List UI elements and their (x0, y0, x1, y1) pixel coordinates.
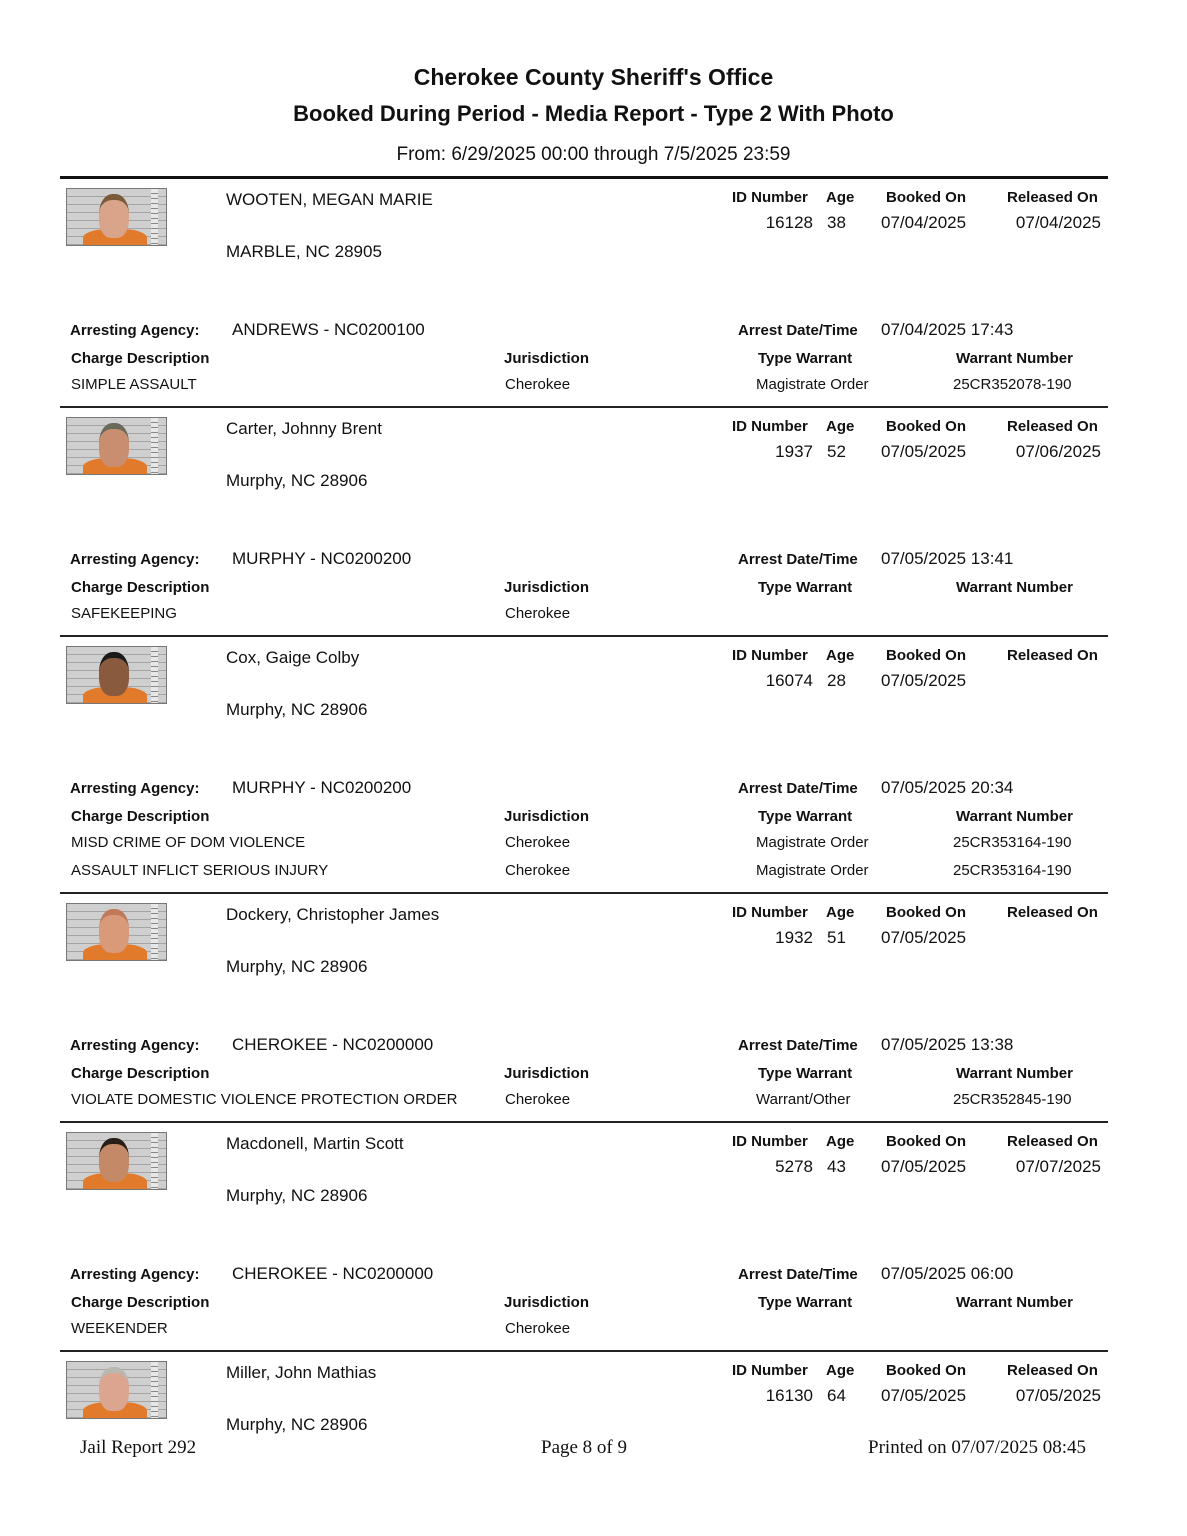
arresting-agency-value: ANDREWS - NC0200100 (232, 320, 425, 339)
face (99, 1367, 129, 1411)
age-value: 43 (827, 1157, 846, 1176)
released-on-label: Released On (1007, 647, 1098, 664)
arrest-datetime-value: 07/04/2025 17:43 (881, 320, 1014, 339)
charge-type-warrant: Magistrate Order (756, 862, 869, 879)
mugshot-photo (66, 646, 167, 704)
id-number-label: ID Number (732, 189, 808, 206)
arrest-datetime-value: 07/05/2025 13:41 (881, 549, 1014, 568)
charge-description-label: Charge Description (71, 808, 210, 825)
inmate-address: Murphy, NC 28906 (226, 700, 368, 719)
booked-on-value: 07/05/2025 (881, 928, 967, 947)
id-number-value: 1932 (775, 928, 813, 947)
face (99, 652, 129, 696)
booked-on-value: 07/05/2025 (881, 1157, 967, 1176)
type-warrant-label: Type Warrant (758, 1294, 853, 1311)
charge-type-warrant: Magistrate Order (756, 834, 869, 851)
age-value: 52 (827, 442, 846, 461)
inmate-name: Cox, Gaige Colby (226, 648, 360, 667)
released-on-value: 07/05/2025 (1015, 1386, 1101, 1405)
arresting-agency-value: CHEROKEE - NC0200000 (232, 1264, 434, 1283)
jurisdiction-label: Jurisdiction (504, 1065, 590, 1082)
booked-on-label: Booked On (886, 418, 967, 435)
mugshot-photo (66, 188, 167, 246)
charge-warrant-number: 25CR352078-190 (953, 376, 1072, 393)
height-scale (151, 1133, 158, 1189)
id-number-label: ID Number (732, 1362, 808, 1379)
height-scale (151, 1362, 158, 1418)
id-number-label: ID Number (732, 418, 808, 435)
id-number-value: 1937 (775, 442, 813, 461)
arresting-agency-label: Arresting Agency: (70, 551, 200, 568)
arresting-agency-label: Arresting Agency: (70, 780, 200, 797)
charge-description: VIOLATE DOMESTIC VIOLENCE PROTECTION ORDER (71, 1091, 458, 1108)
charge-jurisdiction: Cherokee (505, 834, 571, 851)
footer-page-number: Page 8 of 9 (541, 1437, 628, 1458)
age-value: 28 (827, 671, 846, 690)
warrant-number-label: Warrant Number (956, 1065, 1073, 1082)
height-scale (151, 647, 158, 703)
arrest-datetime-value: 07/05/2025 06:00 (881, 1264, 1014, 1283)
warrant-number-label: Warrant Number (956, 350, 1073, 367)
id-number-label: ID Number (732, 1133, 808, 1150)
report-title: Booked During Period - Media Report - Type 2 With Photo (293, 101, 894, 126)
booked-on-label: Booked On (886, 647, 967, 664)
charge-description: MISD CRIME OF DOM VIOLENCE (71, 834, 306, 851)
arresting-agency-label: Arresting Agency: (70, 1266, 200, 1283)
released-on-label: Released On (1007, 1362, 1098, 1379)
arresting-agency-value: MURPHY - NC0200200 (232, 778, 412, 797)
arrest-datetime-label: Arrest Date/Time (738, 322, 858, 339)
age-value: 51 (827, 928, 846, 947)
charge-description-label: Charge Description (71, 1294, 210, 1311)
id-number-value: 5278 (775, 1157, 813, 1176)
charge-type-warrant: Magistrate Order (756, 376, 869, 393)
booked-on-value: 07/04/2025 (881, 213, 967, 232)
arresting-agency-label: Arresting Agency: (70, 322, 200, 339)
inmate-name: Dockery, Christopher James (226, 905, 440, 924)
height-scale (151, 904, 158, 960)
booking-record (60, 1123, 1108, 1352)
arresting-agency-value: MURPHY - NC0200200 (232, 549, 412, 568)
released-on-label: Released On (1007, 1133, 1098, 1150)
charge-type-warrant: Warrant/Other (756, 1091, 851, 1108)
released-on-label: Released On (1007, 189, 1098, 206)
id-number-label: ID Number (732, 647, 808, 664)
booking-record (60, 408, 1108, 637)
booked-on-label: Booked On (886, 1133, 967, 1150)
age-label: Age (826, 418, 855, 435)
jurisdiction-label: Jurisdiction (504, 808, 590, 825)
charge-description: SAFEKEEPING (71, 605, 177, 622)
released-on-label: Released On (1007, 418, 1098, 435)
booked-on-label: Booked On (886, 1362, 967, 1379)
charge-warrant-number: 25CR352845-190 (953, 1091, 1072, 1108)
jurisdiction-label: Jurisdiction (504, 579, 590, 596)
face (99, 423, 129, 467)
age-value: 64 (827, 1386, 846, 1405)
arrest-datetime-value: 07/05/2025 20:34 (881, 778, 1014, 797)
released-on-value: 07/06/2025 (1015, 442, 1101, 461)
arrest-datetime-value: 07/05/2025 13:38 (881, 1035, 1014, 1054)
age-label: Age (826, 1133, 855, 1150)
released-on-label: Released On (1007, 904, 1098, 921)
booked-on-label: Booked On (886, 189, 967, 206)
arrest-datetime-label: Arrest Date/Time (738, 1266, 858, 1283)
age-value: 38 (827, 213, 846, 232)
id-number-value: 16128 (765, 213, 813, 232)
booked-on-value: 07/05/2025 (881, 442, 967, 461)
inmate-address: Murphy, NC 28906 (226, 1415, 368, 1434)
jurisdiction-label: Jurisdiction (504, 350, 590, 367)
charge-jurisdiction: Cherokee (505, 1320, 571, 1337)
mugshot-photo (66, 1132, 167, 1190)
report-period: From: 6/29/2025 00:00 through 7/5/2025 23:59 (396, 144, 791, 165)
charge-jurisdiction: Cherokee (505, 376, 571, 393)
charge-description: ASSAULT INFLICT SERIOUS INJURY (71, 862, 329, 879)
face (99, 1138, 129, 1182)
booking-record (60, 894, 1108, 1123)
charge-warrant-number: 25CR353164-190 (953, 834, 1072, 851)
age-label: Age (826, 647, 855, 664)
booking-record (60, 637, 1108, 894)
age-label: Age (826, 189, 855, 206)
booking-record (60, 1352, 1108, 1432)
warrant-number-label: Warrant Number (956, 1294, 1073, 1311)
inmate-name: WOOTEN, MEGAN MARIE (226, 190, 433, 209)
charge-warrant-number: 25CR353164-190 (953, 862, 1072, 879)
released-on-value: 07/04/2025 (1015, 213, 1101, 232)
jurisdiction-label: Jurisdiction (504, 1294, 590, 1311)
charge-description-label: Charge Description (71, 350, 210, 367)
booked-on-value: 07/05/2025 (881, 1386, 967, 1405)
type-warrant-label: Type Warrant (758, 579, 853, 596)
released-on-value: 07/07/2025 (1015, 1157, 1101, 1176)
inmate-name: Macdonell, Martin Scott (226, 1134, 404, 1153)
footer-printed-on: Printed on 07/07/2025 08:45 (868, 1437, 1086, 1458)
height-scale (151, 418, 158, 474)
age-label: Age (826, 1362, 855, 1379)
inmate-address: Murphy, NC 28906 (226, 957, 368, 976)
charge-description: WEEKENDER (71, 1320, 168, 1337)
charge-jurisdiction: Cherokee (505, 862, 571, 879)
type-warrant-label: Type Warrant (758, 350, 853, 367)
type-warrant-label: Type Warrant (758, 808, 853, 825)
charge-jurisdiction: Cherokee (505, 1091, 571, 1108)
id-number-value: 16130 (765, 1386, 813, 1405)
inmate-name: Miller, John Mathias (226, 1363, 377, 1382)
age-label: Age (826, 904, 855, 921)
footer-report-id: Jail Report 292 (80, 1437, 197, 1458)
inmate-address: Murphy, NC 28906 (226, 1186, 368, 1205)
inmate-address: Murphy, NC 28906 (226, 471, 368, 490)
report-org: Cherokee County Sheriff's Office (413, 64, 774, 90)
charge-description: SIMPLE ASSAULT (71, 376, 197, 393)
height-scale (151, 189, 158, 245)
arrest-datetime-label: Arrest Date/Time (738, 551, 858, 568)
arresting-agency-value: CHEROKEE - NC0200000 (232, 1035, 434, 1054)
mugshot-photo (66, 417, 167, 475)
booking-record (60, 179, 1108, 408)
inmate-name: Carter, Johnny Brent (226, 419, 382, 438)
face (99, 909, 129, 953)
warrant-number-label: Warrant Number (956, 808, 1073, 825)
face (99, 194, 129, 238)
charge-description-label: Charge Description (71, 1065, 210, 1082)
id-number-value: 16074 (765, 671, 813, 690)
warrant-number-label: Warrant Number (956, 579, 1073, 596)
inmate-address: MARBLE, NC 28905 (226, 242, 382, 261)
mugshot-photo (66, 1361, 167, 1419)
booked-on-value: 07/05/2025 (881, 671, 967, 690)
id-number-label: ID Number (732, 904, 808, 921)
booked-on-label: Booked On (886, 904, 967, 921)
arrest-datetime-label: Arrest Date/Time (738, 1037, 858, 1054)
type-warrant-label: Type Warrant (758, 1065, 853, 1082)
charge-jurisdiction: Cherokee (505, 605, 571, 622)
arresting-agency-label: Arresting Agency: (70, 1037, 200, 1054)
mugshot-photo (66, 903, 167, 961)
arrest-datetime-label: Arrest Date/Time (738, 780, 858, 797)
charge-description-label: Charge Description (71, 579, 210, 596)
